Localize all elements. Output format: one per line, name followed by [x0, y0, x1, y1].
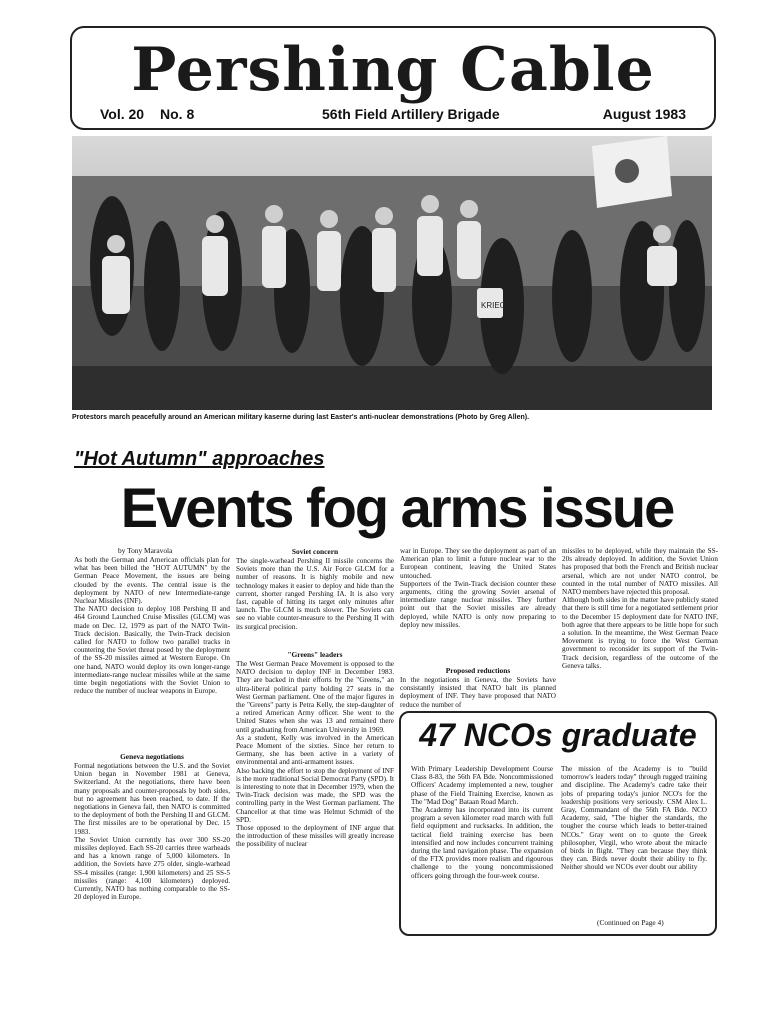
nco-column-2: The mission of the Academy is to "build tomorrow's leaders today" through rugged training and discipline. The Academy's cadre take their jobs of preparing today's junior NCO's for the leadership positions very seriously. CSM Alex L. Gray, Commandant of the 56th FA Bde. NCO Academy, said, "The higher the standards, the tougher the course which leads to better-trained NCOs." Gray went on to quote the Greek philosopher, Virgil, who wrote about the miracle of birds in flight. "They can because they think they can. Birds never doubt their ability to fly. Neither should we NCOs ever doubt our ability — [561, 765, 707, 872]
volume-label: Vol. 20 — [100, 106, 145, 122]
story-kicker: "Hot Autumn" approaches — [74, 448, 325, 470]
story-column-3: war in Europe. They see the deployment as part of an American plan to limit a future nuclear war to the European continent, leaving the United States untouched. Supporters of the Twin-Track decision counter these arguments, citing the growing Soviet arsenal of intermediate range nuclear missiles. They further point out that the Soviet missiles are already deployed, while NATO is only now preparing to deploy new missiles. — [400, 547, 556, 629]
masthead-meta-row — [90, 106, 696, 126]
subhead-soviet: Soviet concern — [291, 547, 339, 556]
protest-photo-image — [72, 136, 712, 410]
nco-story-box — [399, 711, 717, 936]
nco-column-1: With Primary Leadership Development Course Class 8-83, the 56th FA Bde. Noncommissioned Officers' Academy implemented a new, tougher phase of the Field Training Exercise, known as The "Mad Dog" Bataan Road March. The Academy has incorporated into its current program a seven kilometer road march with full field equipment and rucksacks. In addition, the tactical field training exercise has been intensified and now includes concurrent training during the land navigation phase. The expansion of the FTX provides more realism and rigourous challenge to the young noncommissioned officers going through the four-week course. — [411, 765, 553, 880]
protest-sign-text: KRIEG! — [481, 301, 509, 310]
story-column-1: As both the German and American officials plan for what has been billed the "HOT AUTUMN" by the German Peace Movement, the issues are being clouded by the events. The central issue is the deployment by NATO of new Intermediate-range Nuclear Missiles (INF). The NATO decision to deploy 108 Pershing II and 464 Ground Launched Cruise Missiles (GLCM) was made on Dec. 12, 1979 as part of the NATO Twin-Track decision. Basically, the Twin-Track decision called for NATO to follow two parallel tracks in countering the Soviet threat posed by the deployment of the SS-20 missiles aimed at Western Europe. On one hand, NATO would deploy its own longer-range intermediate-range nuclear missiles while at the same time begin negotiations with the Soviet Union to reduce the number of nuclear weapons in Europe. — [74, 556, 230, 696]
subhead-geneva: Geneva negotiations — [120, 752, 184, 761]
issue-date: August 1983 — [602, 106, 686, 122]
photo-caption: Protestors march peacefully around an American military kaserne during last Easter's anti-nuclear demonstrations (Photo by Greg Allen). — [72, 414, 530, 421]
newspaper-title: Pershing Cable — [131, 35, 655, 105]
nco-headline: 47 NCOs graduate — [419, 717, 697, 753]
masthead — [70, 26, 716, 130]
subhead-proposed: Proposed reductions — [445, 666, 511, 675]
story-byline: by Tony Maravola — [118, 546, 173, 555]
brigade-name: 56th Field Artillery Brigade — [322, 106, 500, 122]
story-column-2: The single-warhead Pershing II missile concerns the Soviets more than the U.S. Air Force GLCM for a number of reasons. It is highly mobile and new technology makes it easier to deploy and hide than the current, shorter ranged Pershing IA. It is also very fast, capable of hitting its target only minutes after launch. The GLCM is much slower. The Soviets can see no viable counter-measure to the Pershing II with its surgical precision. — [236, 557, 394, 631]
story-column-2b: The West German Peace Movement is opposed to the NATO decision to deploy INF in December 1983. They are backed in their efforts by the "Greens," an ultra-liberal political party holding 27 seats in the West German parliament. One of the major figures in the "Greens" party is Petra Kelly, the step-daughter of a retired American Army officer. She went to the United States when she was 13 and remained there until graduating from American University in 1969. As a student, Kelly was involved in the American Peace Moment of the sixties. Since her return to Germany, she has been active in a variety of environmental and anti-armament issues. Also backing the effort to stop the deployment of INF is the more traditional Social Democrat Party (SPD). It is interesting to note that in December 1979, when the Twin-Track decision was made, the SPD was the controlling party in the West German parliament. The Chancellor at that time was Helmut Schmidt of the SPD. Those opposed to the deployment of INF argue that the introduction of these missiles will greatly increase the possibility of nuclear — [236, 660, 394, 849]
story-column-1b: Formal negotiations between the U.S. and the Soviet Union began in November 1981 at Geneva, Switzerland. At the negotiations, there have been many proposals and counter-proposals by both sides, but no agreement has been reached, to date. If the negotiations in Geneva fail, then NATO is committed to the deployment of both the Pershing II and GLCM. The first missiles are to be operational by Dec. 15 1983. The Soviet Union currently has over 300 SS-20 missiles deployed. Each SS-20 carries three warheads and has a known range of 5,000 kilometers. In addition, the Soviets have 275 older, single-warhead SS-4 missiles (range: 1,900 kilometers) and 25 SS-5 missiles (range: 4,100 kilometers) deployed. Currently, NATO has nothing comparable to the SS-20 deployed in Europe. — [74, 762, 230, 902]
story-column-3b: In the negotiations in Geneva, the Soviets have consistantly insisted that NATO halt its planned deployment of INF. They have proposed that NATO reduce the number of — [400, 676, 556, 708]
subhead-greens: "Greens" leaders — [287, 650, 343, 659]
protest-photo — [72, 136, 712, 410]
nco-continued: (Continued on Page 4) — [597, 918, 664, 927]
issue-number: No. 8 — [160, 106, 195, 122]
story-headline: Events fog arms issue — [120, 476, 674, 539]
story-column-4: missiles to be deployed, while they maintain the SS-20s already deployed. In addition, the Soviet Union has proposed that both the French and British nuclear arsenal, which are not under NATO control, be counted in the total number of NATO missiles. All NATO members have rejected this proposal. Although both sides in the matter have publicly stated that there is still time for a negotiated settlement prior to the December 15 deployment date for NATO INF, both agree that there appears to be little hope for such a solution. In the meantime, the West German Peace Movement is trying to force the West German government to reconsider its support of the Twin-Track decision, regardless of the outcome of the Geneva talks. — [562, 547, 718, 670]
